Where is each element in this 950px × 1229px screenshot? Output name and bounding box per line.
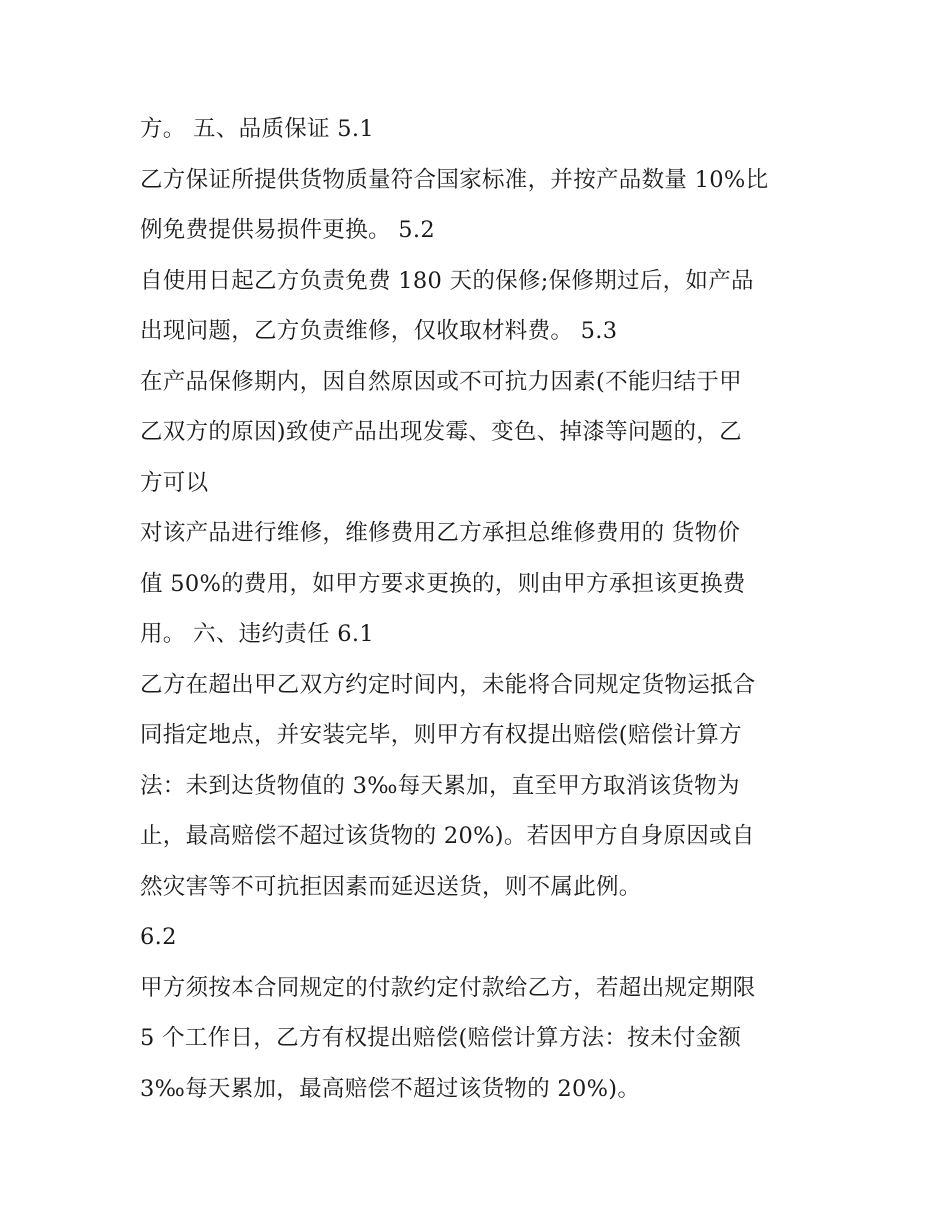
text-line: 对该产品进行维修，维修费用乙方承担总维修费用的 货物价 — [140, 520, 741, 546]
text-line: 在产品保修期内，因自然原因或不可抗力因素(不能归结于甲 — [140, 368, 742, 395]
text-line: 乙方在超出甲乙双方约定时间内，未能将合同规定货物运抵合 — [140, 671, 756, 698]
text-line: 3‰每天累加，最高赔偿不超过该货物的 20%)。 — [140, 1075, 641, 1102]
text-line: 用。 六、违约责任 6.1 — [140, 621, 374, 647]
text-line: 乙方保证所提供货物质量符合国家标准，并按产品数量 10%比 — [140, 166, 769, 193]
text-line: 乙双方的原因)致使产品出现发霉、变色、掉漆等问题的，乙 — [140, 419, 742, 445]
text-line: 同指定地点，并安装完毕，则甲方有权提出赔偿(赔偿计算方 — [140, 722, 742, 748]
text-line: 值 50%的费用，如甲方要求更换的，则由甲方承担该更换费 — [140, 570, 746, 597]
text-line: 出现问题，乙方负责维修，仅收取材料费。 5.3 — [140, 318, 618, 344]
text-line: 自使用日起乙方负责免费 180 天的保修;保修期过后，如产品 — [140, 267, 754, 294]
text-line: 方。 五、品质保证 5.1 — [140, 116, 374, 142]
text-line: 例免费提供易损件更换。 5.2 — [140, 217, 435, 243]
text-line: 法：未到达货物值的 3‰每天累加，直至甲方取消该货物为 — [140, 772, 740, 799]
text-line: 方可以 — [140, 469, 209, 496]
document-body — [140, 104, 830, 1114]
text-line: 5 个工作日，乙方有权提出赔偿(赔偿计算方法：按未付金额 — [140, 1025, 742, 1051]
text-line: 然灾害等不可抗拒因素而延迟送货，则不属此例。 — [140, 873, 642, 900]
text-line: 止，最高赔偿不超过该货物的 20%)。若因甲方自身原因或自 — [140, 823, 755, 849]
text-line: 6.2 — [140, 924, 177, 950]
text-line: 甲方须按本合同规定的付款约定付款给乙方，若超出规定期限 — [140, 974, 756, 1001]
